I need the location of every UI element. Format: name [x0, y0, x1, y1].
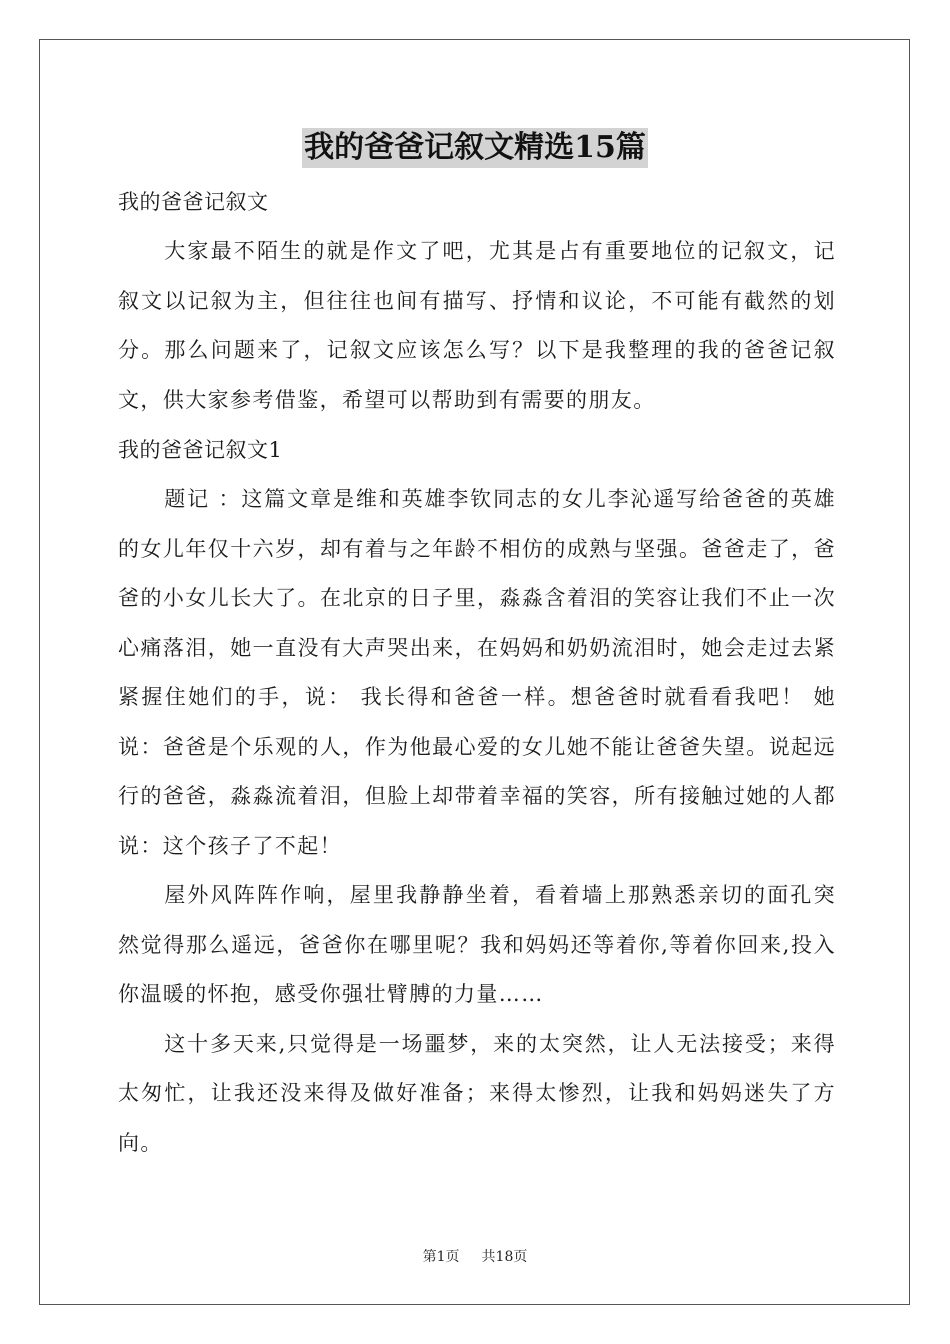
paragraph: 屋外风阵阵作响，屋里我静静坐着，看着墙上那熟悉亲切的面孔突然觉得那么遥远，爸爸你在哪里呢？我和妈妈还等着你,等着你回来,投入你温暖的怀抱，感受你强壮臂膊的力量…… [118, 883, 836, 1006]
document-body [118, 177, 836, 1168]
page-total: 共18页 [481, 1249, 528, 1265]
page-footer [0, 1246, 950, 1266]
page-number: 第1页 [422, 1249, 460, 1265]
paragraph: 大家最不陌生的就是作文了吧，尤其是占有重要地位的记叙文，记叙文以记叙为主，但往往也间有描写、抒情和议论，不可能有截然的划分。那么问题来了，记叙文应该怎么写？以下是我整理的我的爸爸记叙文，供大家参考借鉴，希望可以帮助到有需要的朋友。 [118, 239, 836, 412]
paragraph: 题记 ：这篇文章是维和英雄李钦同志的女儿李沁遥写给爸爸的英雄的女儿年仅十六岁，却有着与之年龄不相仿的成熟与坚强。爸爸走了，爸爸的小女儿长大了。在北京的日子里，淼淼含着泪的笑容让我们不止一次心痛落泪，她一直没有大声哭出来，在妈妈和奶奶流泪时，她会走过去紧紧握住她们的手，说： 我长得和爸爸一样。想爸爸时就看看我吧！ 她说：爸爸是个乐观的人，作为他最心爱的女儿她不能让爸爸失望。说起远行的爸爸，淼淼流着泪，但脸上却带着幸福的笑容，所有接触过她的人都说：这个孩子了不起！ [118, 487, 836, 858]
paragraph: 这十多天来,只觉得是一场噩梦，来的太突然，让人无法接受；来得太匆忙，让我还没来得及做好准备；来得太惨烈，让我和妈妈迷失了方向。 [118, 1031, 836, 1155]
section-heading: 我的爸爸记叙文1 [118, 438, 283, 462]
title-wrap [0, 128, 950, 168]
document-title: 我的爸爸记叙文精选15篇 [302, 128, 648, 168]
section-heading: 我的爸爸记叙文 [118, 190, 269, 214]
